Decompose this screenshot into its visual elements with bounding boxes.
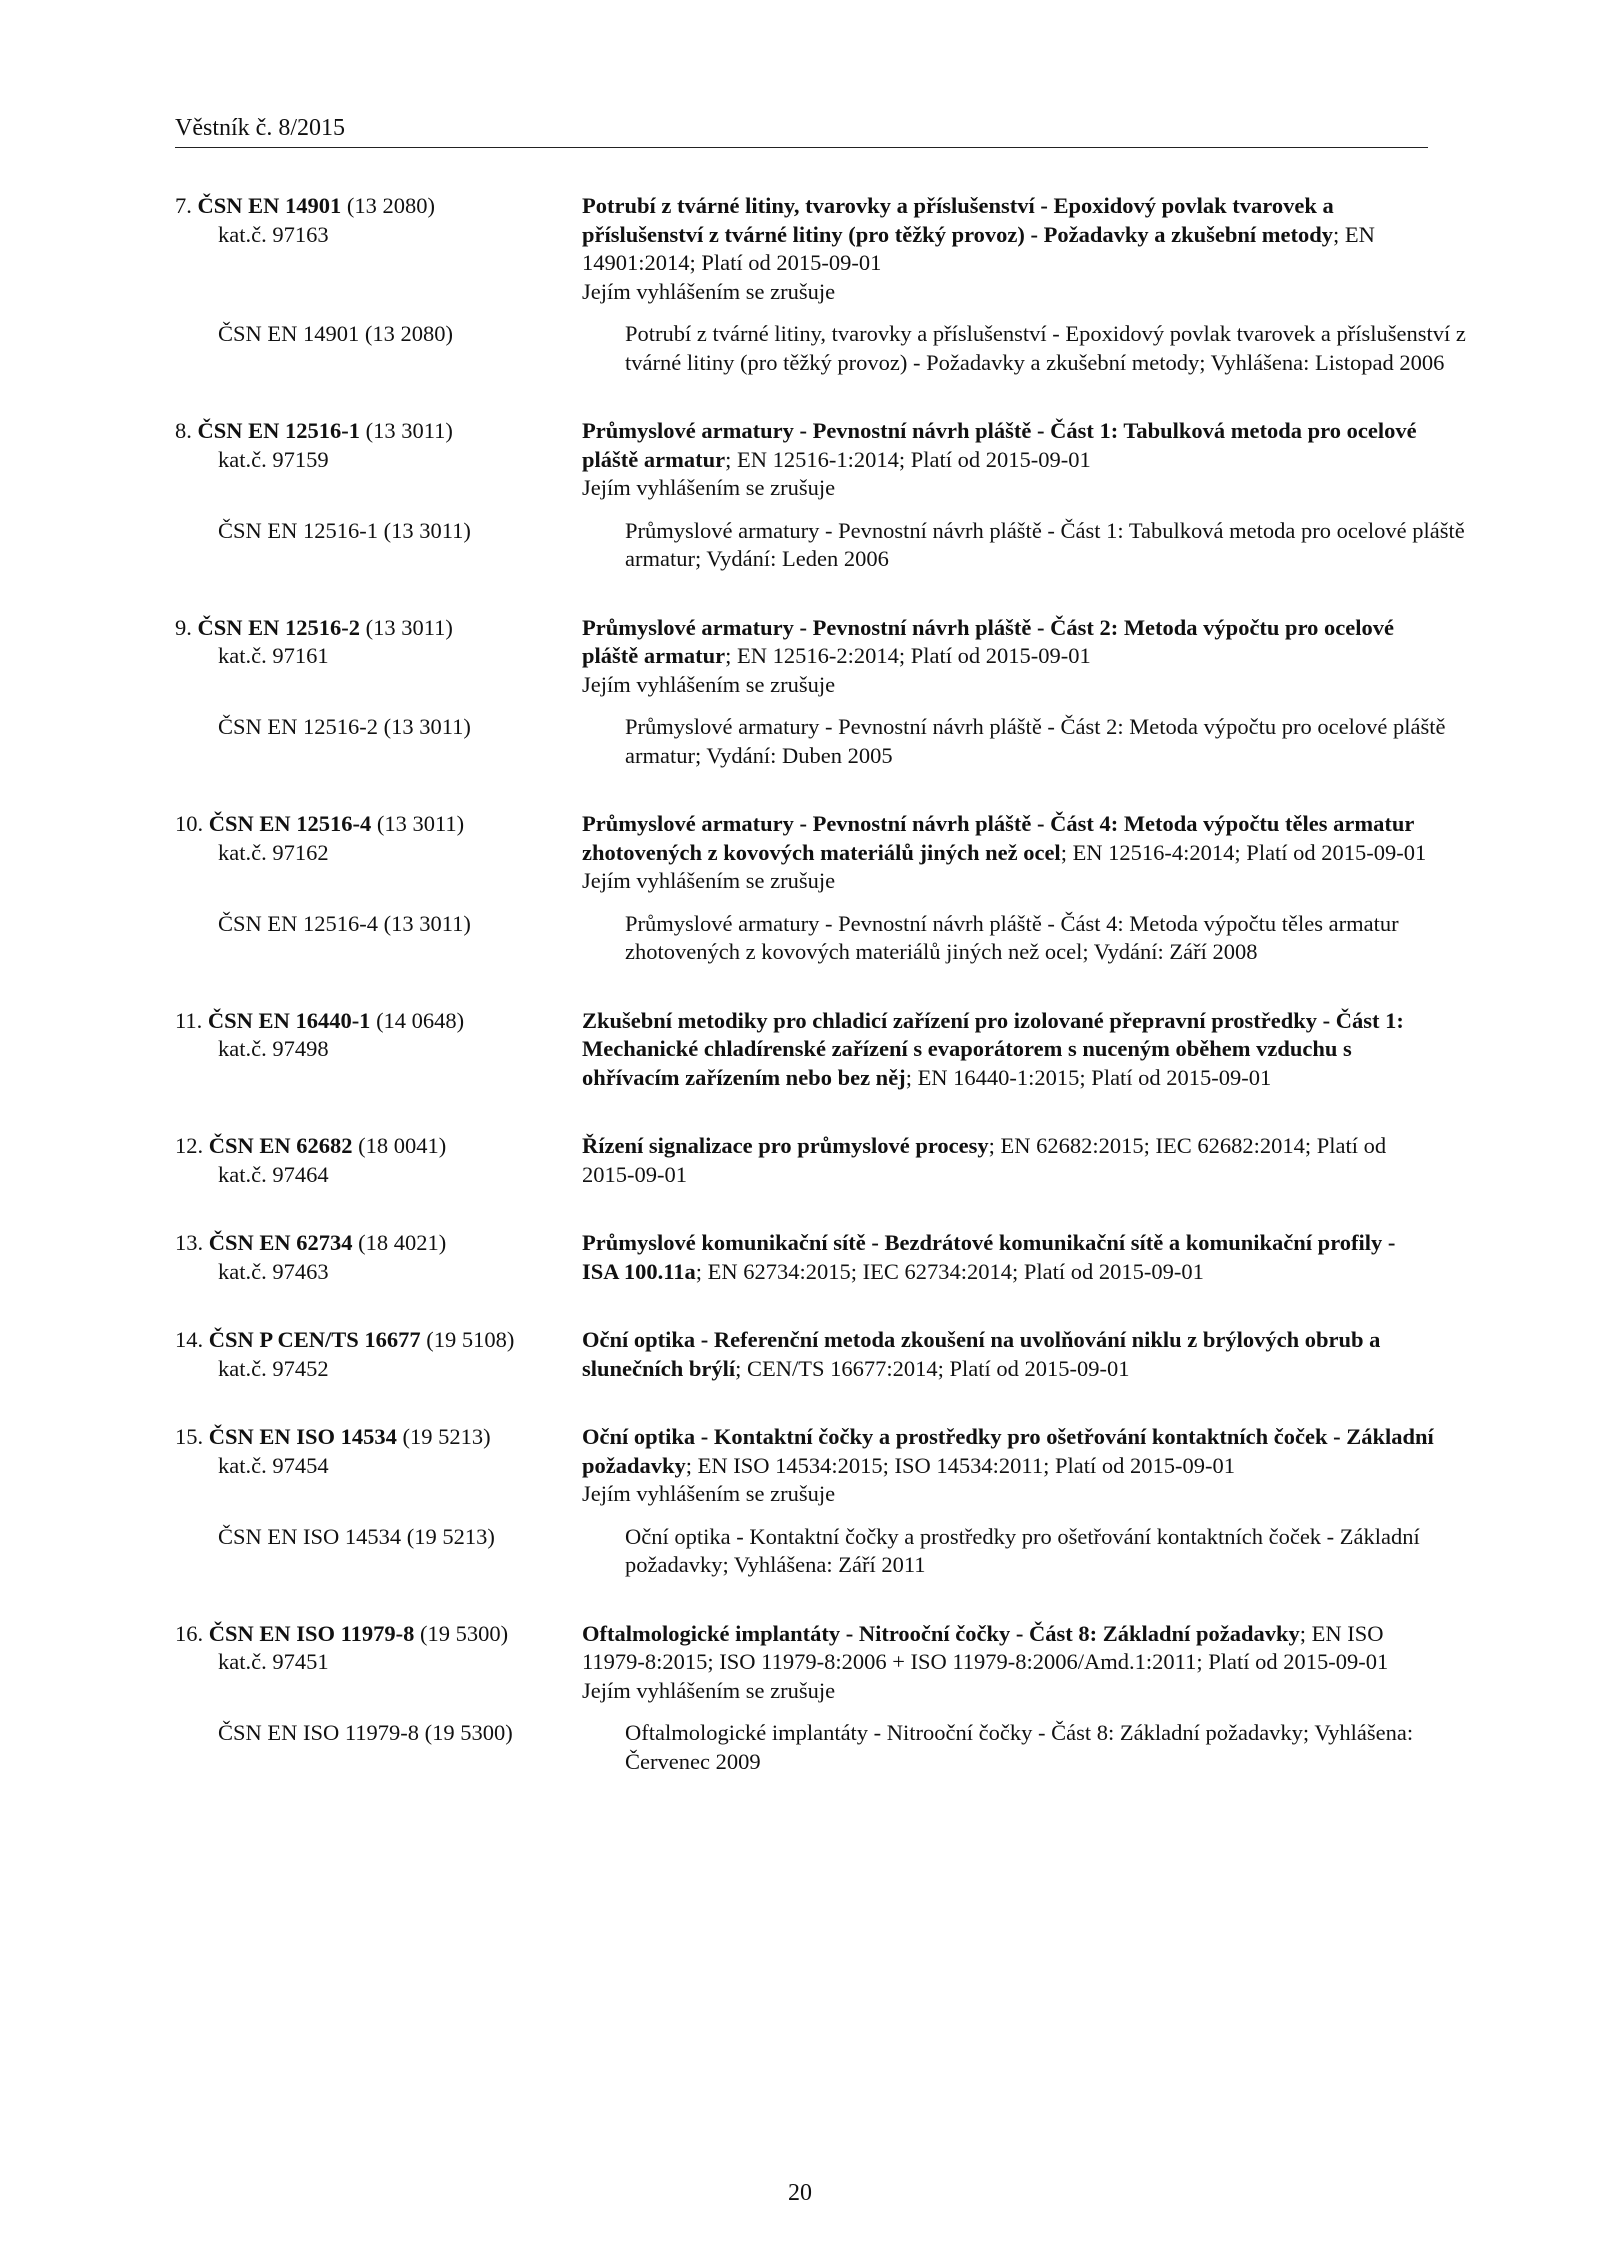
page-header bbox=[175, 114, 1428, 148]
cancelled-standard-text: Průmyslové armatury - Pevnostní návrh pláště - Část 4: Metoda výpočtu těles armatur zhotovených z kovových materiálů jiných než ocel; Vydání: Září 2008 bbox=[625, 910, 1399, 964]
standards-list bbox=[175, 192, 1466, 1816]
entry-number: 13. bbox=[175, 1230, 204, 1255]
standard-code: ČSN EN 16440-1 bbox=[207, 1007, 371, 1033]
standard-entry-9 bbox=[175, 614, 1446, 771]
standard-title: Průmyslové armatury - Pevnostní návrh pláště - Část 4: Metoda výpočtu těles armatur zhotovených z kovových materiálů jiných než ocel bbox=[582, 811, 1414, 865]
catalog-number: kat.č. 97162 bbox=[218, 839, 329, 865]
standard-details: ; EN 12516-4:2014; Platí od 2015-09-01 bbox=[1060, 839, 1427, 865]
entry-number: 8. bbox=[175, 418, 192, 443]
cancelled-standard-text: Oftalmologické implantáty - Nitrooční čočky - Část 8: Základní požadavky; Vyhlášena: Červenec 2009 bbox=[625, 1720, 1414, 1774]
page-number: 20 bbox=[788, 2180, 812, 2206]
standard-title: Oční optika - Referenční metoda zkoušení na uvolňování niklu z brýlových obrub a slunečních brýlí bbox=[582, 1327, 1381, 1381]
catalog-number: kat.č. 97498 bbox=[218, 1036, 329, 1061]
standard-details: ; EN 62734:2015; IEC 62734:2014; Platí od 2015-09-01 bbox=[695, 1258, 1204, 1284]
cancelled-standard-code: ČSN EN 12516-2 (13 3011) bbox=[218, 714, 471, 739]
standard-entry-10 bbox=[175, 810, 1435, 967]
standard-details: ; CEN/TS 16677:2014; Platí od 2015-09-01 bbox=[735, 1355, 1130, 1381]
standard-details: ; EN 62682:2015; IEC 62682:2014; Platí od 2015-09-01 bbox=[582, 1133, 1387, 1187]
standard-entry-14 bbox=[175, 1326, 1435, 1383]
classification-code: (19 5108) bbox=[426, 1327, 515, 1352]
standard-entry-13 bbox=[175, 1229, 1435, 1286]
standard-code: ČSN EN ISO 14534 bbox=[208, 1424, 397, 1449]
cancels-note: Jejím vyhlášením se zrušuje bbox=[582, 1481, 836, 1506]
standard-entry-16 bbox=[175, 1620, 1435, 1777]
standard-details: ; EN ISO 11979-8:2015; ISO 11979-8:2006 + ISO 11979-8:2006/Amd.1:2011; Platí od 2015-09-01 bbox=[582, 1620, 1389, 1674]
entry-number: 12. bbox=[175, 1133, 204, 1158]
cancels-note: Jejím vyhlášením se zrušuje bbox=[582, 475, 836, 500]
entry-number: 7. bbox=[175, 193, 192, 218]
catalog-number: kat.č. 97159 bbox=[218, 446, 329, 472]
standard-title: Oftalmologické implantáty - Nitrooční čočky - Část 8: Základní požadavky bbox=[582, 1620, 1300, 1646]
standard-details: ; EN 16440-1:2015; Platí od 2015-09-01 bbox=[905, 1064, 1272, 1090]
classification-code: (18 4021) bbox=[358, 1230, 447, 1255]
standard-code: ČSN EN 12516-1 bbox=[197, 418, 361, 443]
cancelled-standard-code: ČSN EN 12516-1 (13 3011) bbox=[218, 517, 471, 543]
entry-number: 9. bbox=[175, 614, 192, 640]
standard-title: Potrubí z tvárné litiny, tvarovky a příslušenství - Epoxidový povlak tvarovek a příslušenství z tvárné litiny (pro těžký provoz) - Požadavky a zkušební metody bbox=[582, 193, 1334, 247]
standard-code: ČSN EN 62734 bbox=[208, 1230, 353, 1255]
standard-code: ČSN EN 14901 bbox=[197, 193, 342, 218]
classification-code: (14 0648) bbox=[376, 1007, 465, 1033]
standard-entry-7 bbox=[175, 192, 1466, 377]
cancelled-standard-text: Průmyslové armatury - Pevnostní návrh pláště - Část 1: Tabulková metoda pro ocelové pláště armatur; Vydání: Leden 2006 bbox=[625, 517, 1465, 571]
standard-code: ČSN EN ISO 11979-8 bbox=[208, 1620, 415, 1646]
classification-code: (13 3011) bbox=[365, 418, 453, 443]
standard-details: ; EN 14901:2014; Platí od 2015-09-01 bbox=[582, 221, 1375, 275]
standard-entry-11 bbox=[175, 1007, 1435, 1093]
standard-entry-8 bbox=[175, 417, 1465, 574]
classification-code: (18 0041) bbox=[358, 1133, 447, 1158]
entry-number: 14. bbox=[175, 1327, 204, 1352]
cancelled-standard-text: Průmyslové armatury - Pevnostní návrh pláště - Část 2: Metoda výpočtu pro ocelové pláště armatur; Vydání: Duben 2005 bbox=[625, 714, 1446, 768]
standard-title: Zkušební metodiky pro chladicí zařízení pro izolované přepravní prostředky - Část 1: Mechanické chladírenské zařízení s evaporátorem s nuceným oběhem vzduchu s ohřívacím zařízením nebo bez něj bbox=[582, 1007, 1404, 1090]
entry-number: 11. bbox=[175, 1007, 203, 1033]
standard-code: ČSN P CEN/TS 16677 bbox=[208, 1327, 421, 1352]
catalog-number: kat.č. 97161 bbox=[218, 643, 329, 668]
catalog-number: kat.č. 97163 bbox=[218, 221, 329, 247]
cancelled-standard-text: Oční optika - Kontaktní čočky a prostředky pro ošetřování kontaktních čoček - Základní požadavky; Vyhlášena: Září 2011 bbox=[625, 1523, 1420, 1577]
cancels-note: Jejím vyhlášením se zrušuje bbox=[582, 1677, 836, 1703]
standard-title: Řízení signalizace pro průmyslové procesy bbox=[582, 1133, 989, 1158]
cancelled-standard-code: ČSN EN 12516-4 (13 3011) bbox=[218, 910, 471, 936]
entry-number: 10. bbox=[175, 811, 204, 836]
standard-title: Průmyslové komunikační sítě - Bezdrátové komunikační sítě a komunikační profily - ISA 100.11a bbox=[582, 1230, 1396, 1284]
cancelled-standard-code: ČSN EN ISO 14534 (19 5213) bbox=[218, 1523, 495, 1549]
cancelled-standard-text: Potrubí z tvárné litiny, tvarovky a příslušenství - Epoxidový povlak tvarovek a příslušenství z tvárné litiny (pro těžký provoz) - Požadavky a zkušební metody; Vyhlášena: Listopad 2006 bbox=[625, 321, 1466, 375]
standard-title: Průmyslové armatury - Pevnostní návrh pláště - Část 1: Tabulková metoda pro ocelové pláště armatur bbox=[582, 418, 1417, 472]
journal-title: Věstník č. 8/2015 bbox=[175, 115, 345, 141]
catalog-number: kat.č. 97463 bbox=[218, 1258, 329, 1284]
classification-code: (19 5213) bbox=[402, 1424, 491, 1449]
catalog-number: kat.č. 97454 bbox=[218, 1452, 329, 1478]
standard-title: Průmyslové armatury - Pevnostní návrh pláště - Část 2: Metoda výpočtu pro ocelové pláště armatur bbox=[582, 614, 1394, 668]
standard-title: Oční optika - Kontaktní čočky a prostředky pro ošetřování kontaktních čoček - Základní požadavky bbox=[582, 1424, 1434, 1478]
catalog-number: kat.č. 97464 bbox=[218, 1161, 329, 1187]
cancels-note: Jejím vyhlášením se zrušuje bbox=[582, 868, 836, 893]
standard-code: ČSN EN 12516-4 bbox=[208, 811, 372, 836]
cancelled-standard-code: ČSN EN ISO 11979-8 (19 5300) bbox=[218, 1720, 513, 1745]
standard-entry-12 bbox=[175, 1132, 1435, 1189]
classification-code: (13 3011) bbox=[376, 811, 465, 836]
cancels-note: Jejím vyhlášením se zrušuje bbox=[582, 278, 836, 304]
catalog-number: kat.č. 97451 bbox=[218, 1649, 329, 1674]
standard-details: ; EN 12516-2:2014; Platí od 2015-09-01 bbox=[725, 643, 1091, 668]
catalog-number: kat.č. 97452 bbox=[218, 1355, 329, 1381]
cancelled-standard-code: ČSN EN 14901 (13 2080) bbox=[218, 321, 453, 346]
classification-code: (13 3011) bbox=[365, 614, 453, 640]
standard-details: ; EN 12516-1:2014; Platí od 2015-09-01 bbox=[725, 446, 1091, 472]
entry-number: 15. bbox=[175, 1424, 204, 1449]
standard-code: ČSN EN 62682 bbox=[208, 1133, 353, 1158]
standard-entry-15 bbox=[175, 1423, 1435, 1580]
entry-number: 16. bbox=[175, 1620, 204, 1646]
standard-code: ČSN EN 12516-2 bbox=[197, 614, 361, 640]
classification-code: (19 5300) bbox=[420, 1620, 509, 1646]
standard-details: ; EN ISO 14534:2015; ISO 14534:2011; Platí od 2015-09-01 bbox=[685, 1452, 1235, 1478]
cancels-note: Jejím vyhlášením se zrušuje bbox=[582, 671, 836, 697]
classification-code: (13 2080) bbox=[346, 193, 436, 218]
